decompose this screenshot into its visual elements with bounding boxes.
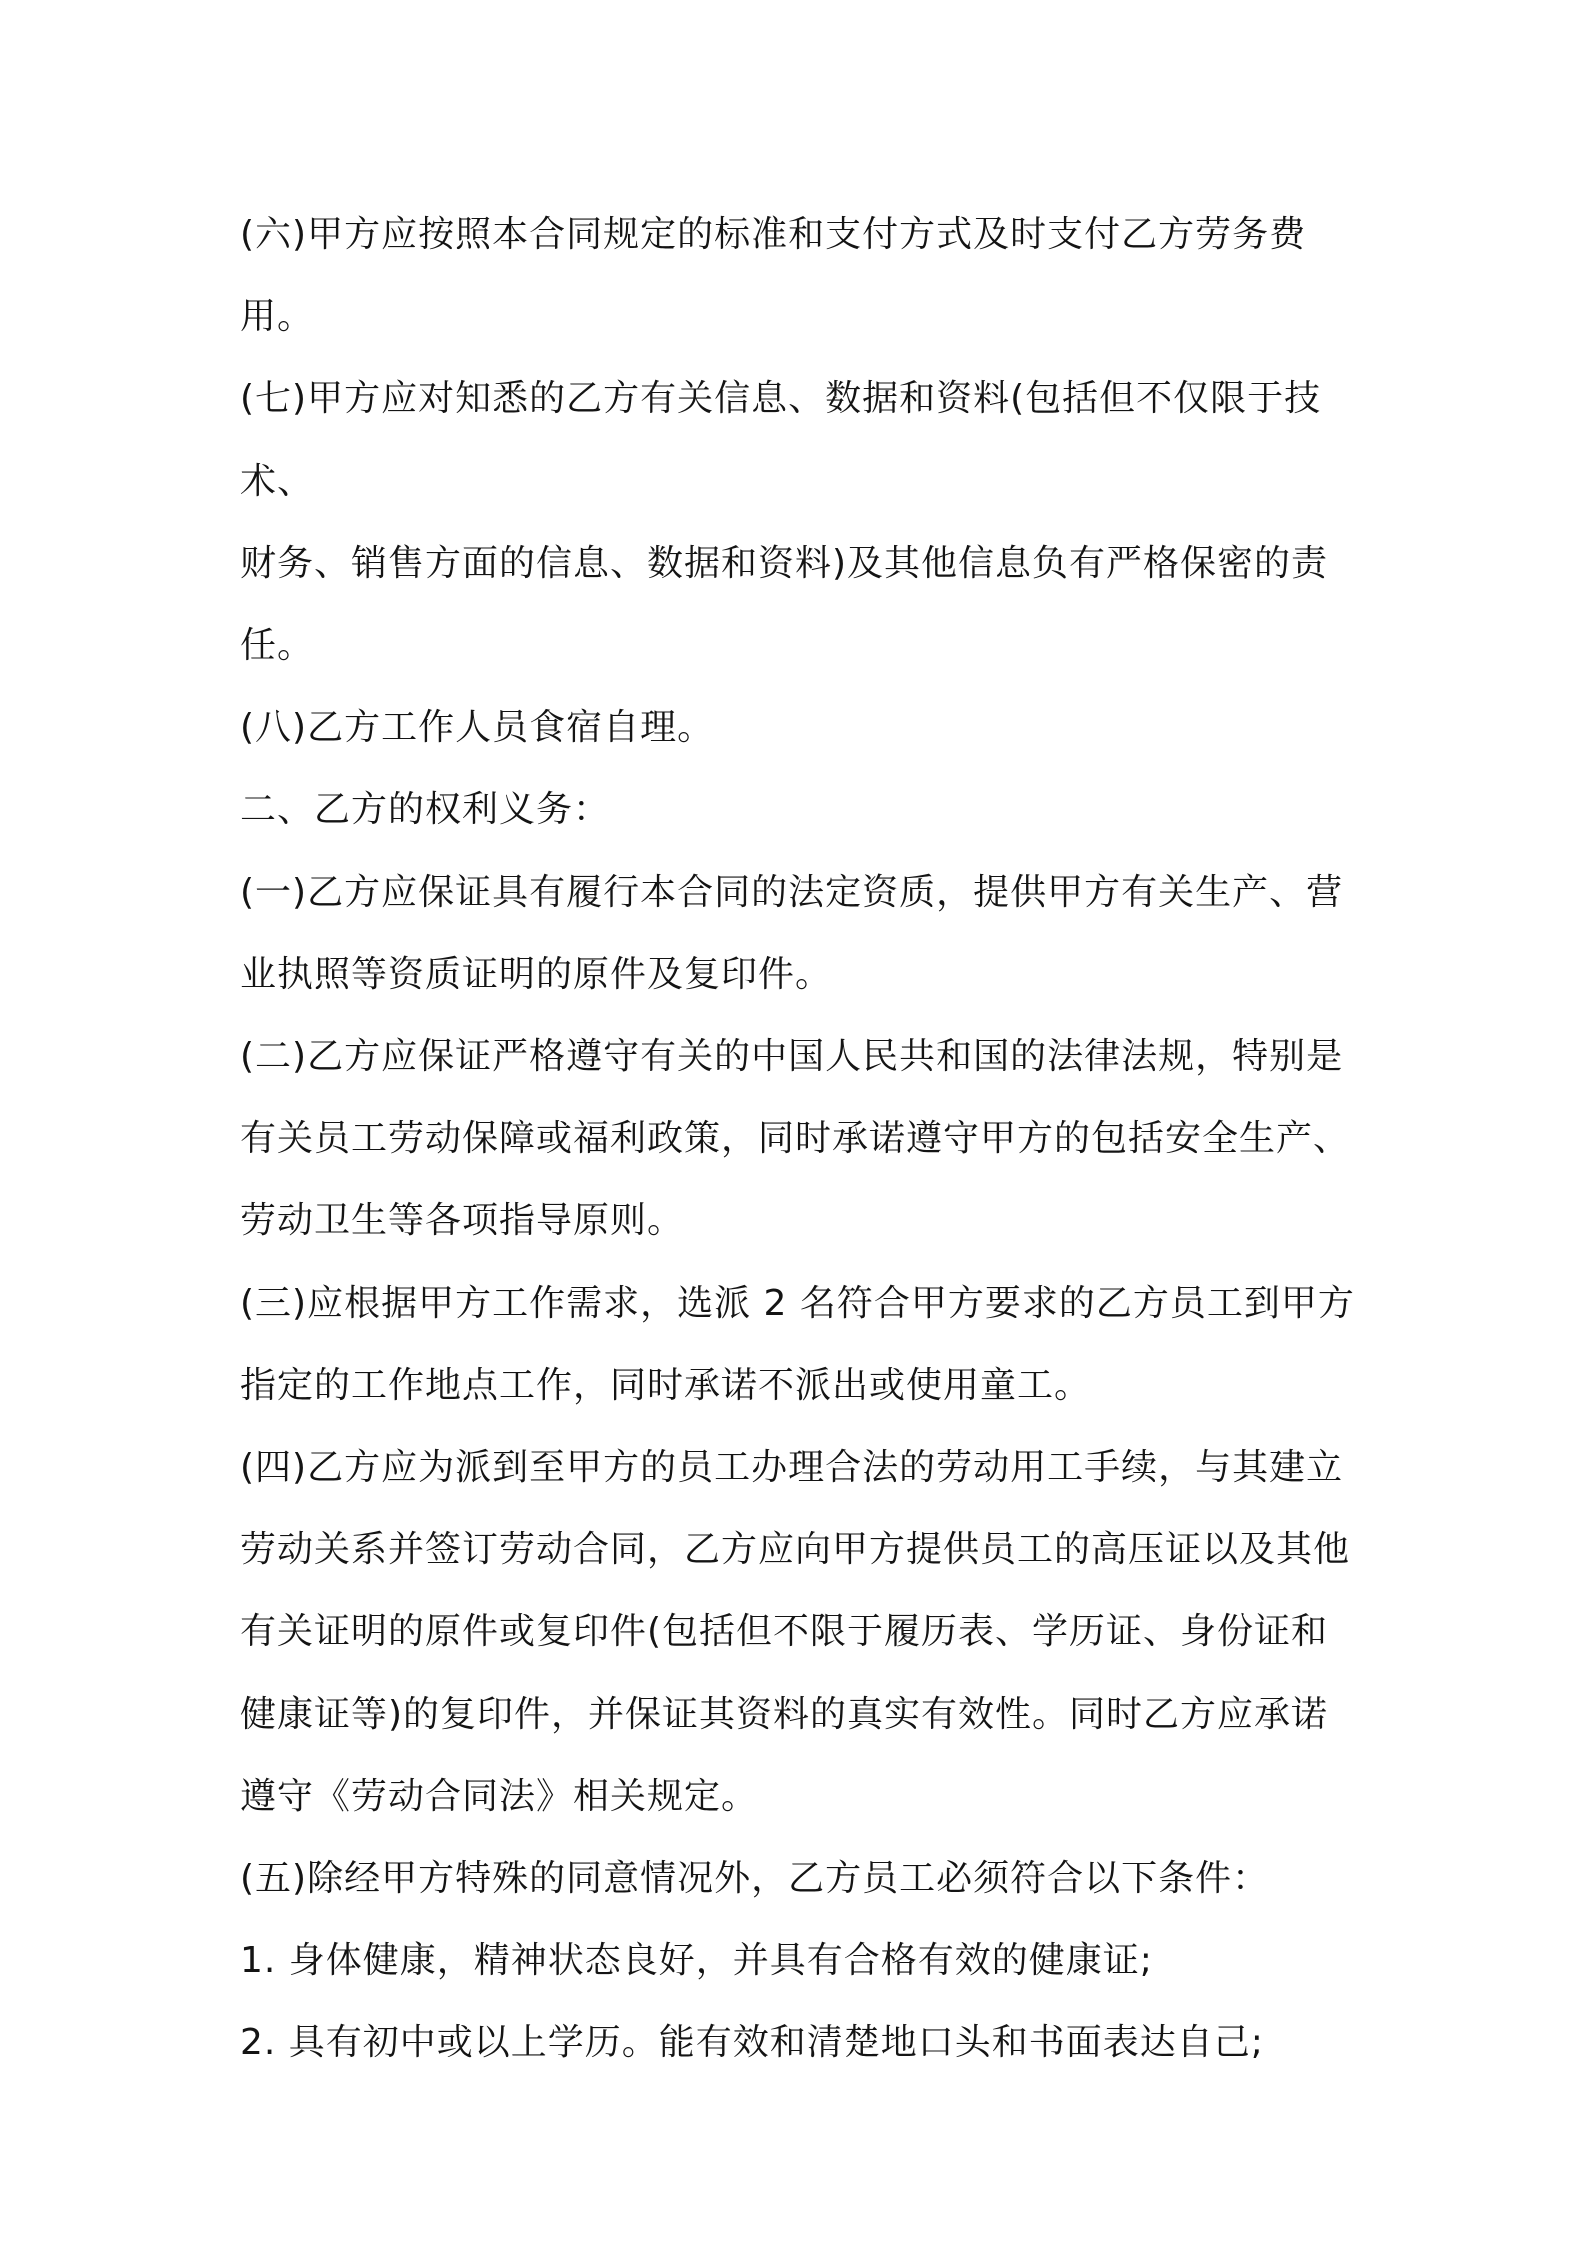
paragraph-party-b-qualification: (一)乙方应保证具有履行本合同的法定资质，提供甲方有关生产、营 业执照等资质证明的原件及复印件。 [240, 871, 1344, 995]
list-item-condition-1: 1. 身体健康，精神状态良好，并具有合格有效的健康证; [240, 1940, 1153, 1982]
paragraph-party-a-payment: (六)甲方应按照本合同规定的标准和支付方式及时支付乙方劳务费 用。 [240, 214, 1307, 338]
paragraph-board-lodging: (八)乙方工作人员食宿自理。 [240, 707, 715, 749]
paragraph-party-b-compliance: (二)乙方应保证严格遵守有关的中国人民共和国的法律法规，特别是 有关员工劳动保障或福利政策，同时承诺遵守甲方的包括安全生产、 劳动卫生等各项指导原则。 [240, 1036, 1351, 1242]
paragraph-employee-conditions: (五)除经甲方特殊的同意情况外，乙方员工必须符合以下条件： [240, 1858, 1270, 1900]
paragraph-party-a-confidentiality: (七)甲方应对知悉的乙方有关信息、数据和资料(包括但不仅限于技术、 财务、销售方面的信息、数据和资料)及其他信息负有严格保密的责 任。 [240, 378, 1329, 667]
document-body [240, 194, 1390, 2085]
section-heading-party-b-rights: 二、乙方的权利义务： [240, 789, 611, 831]
list-item-condition-2: 2. 具有初中或以上学历。能有效和清楚地口头和书面表达自己; [240, 2022, 1264, 2064]
paragraph-party-b-staffing: (三)应根据甲方工作需求，选派 2 名符合甲方要求的乙方员工到甲方 指定的工作地点工作，同时承诺不派出或使用童工。 [240, 1282, 1355, 1406]
paragraph-party-b-labor-procedures: (四)乙方应为派到至甲方的员工办理合法的劳动用工手续，与其建立 劳动关系并签订劳动合同，乙方应向甲方提供员工的高压证以及其他 有关证明的原件或复印件(包括但不限于履历表、学历证、身份证和 健康证等)的复印件，并保证其资料的真实有效性。同时乙方应承诺 遵守《劳动合同法》相关规定。 [240, 1447, 1351, 1817]
